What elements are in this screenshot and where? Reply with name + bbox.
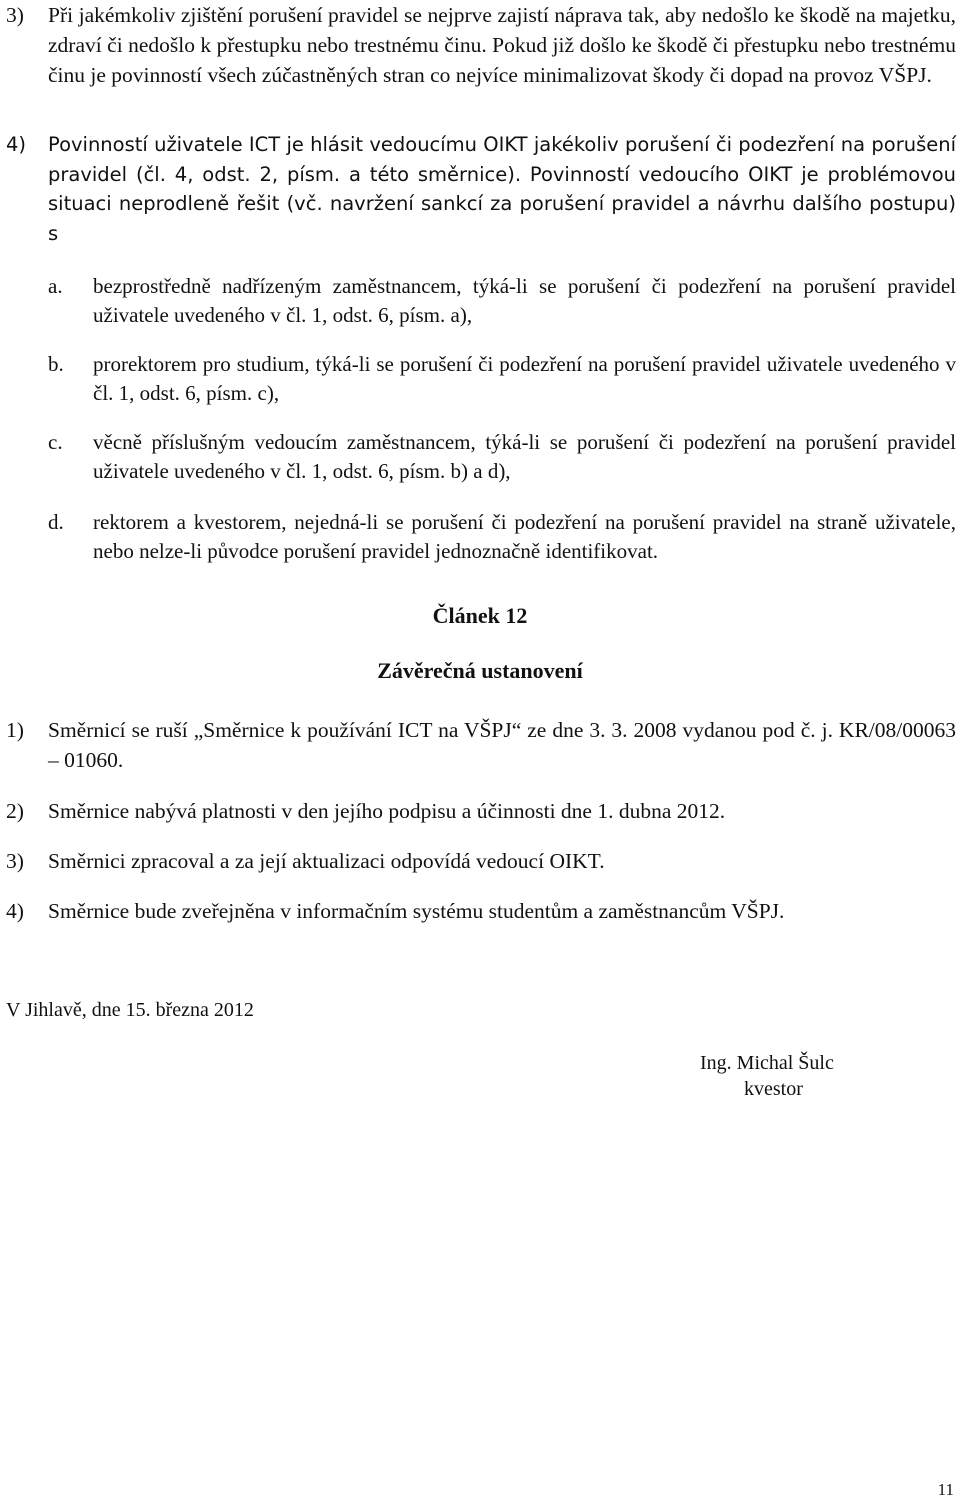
sub-item-a bbox=[48, 272, 956, 330]
item-number: 4) bbox=[6, 899, 24, 923]
final-item-1 bbox=[6, 715, 956, 775]
signatory-name: Ing. Michal Šulc bbox=[700, 1052, 834, 1074]
item-4 bbox=[6, 130, 956, 248]
article-title-heading: Závěrečná ustanovení bbox=[377, 658, 583, 683]
item-text: Směrnici zpracoval a za její aktualizaci odpovídá vedoucí OIKT. bbox=[48, 849, 605, 873]
sub-item-text: věcně příslušným vedoucím zaměstnancem, týká-li se porušení či podezření na porušení pravidel uživatele uvedeného v čl. 1, odst. 6, písm. b) a d), bbox=[93, 430, 956, 483]
item-text: Směrnice nabývá platnosti v den jejího podpisu a účinnosti dne 1. dubna 2012. bbox=[48, 799, 726, 823]
final-item-2 bbox=[6, 796, 956, 826]
final-item-3 bbox=[6, 846, 956, 876]
sub-item-text: rektorem a kvestorem, nejedná-li se porušení či podezření na porušení pravidel na straně uživatele, nebo nelze-li původce porušení pravidel jednoznačně identifikovat. bbox=[93, 510, 956, 563]
sub-item-letter: a. bbox=[48, 274, 63, 298]
item-text: Povinností uživatele ICT je hlásit vedoucímu OIKT jakékoliv porušení či podezření na porušení pravidel (čl. 4, odst. 2, písm. a této směrnice). Povinností vedoucího OIKT je problémovou situaci neprodleně řešit (vč. navržení sankcí za porušení pravidel a návrhu dalšího postupu) s bbox=[48, 133, 956, 245]
signatory-role: kvestor bbox=[744, 1078, 803, 1100]
sub-item-letter: d. bbox=[48, 510, 64, 534]
place-and-date: V Jihlavě, dne 15. března 2012 bbox=[6, 999, 254, 1021]
sub-item-d bbox=[48, 508, 956, 566]
page-number: 11 bbox=[937, 1480, 954, 1499]
sub-item-c bbox=[48, 428, 956, 486]
item-text: Směrnicí se ruší „Směrnice k používání ICT na VŠPJ“ ze dne 3. 3. 2008 vydanou pod č. j. KR/08/00063 – 01060. bbox=[48, 718, 956, 772]
item-number: 3) bbox=[6, 3, 24, 27]
sub-item-letter: c. bbox=[48, 430, 63, 454]
final-item-4 bbox=[6, 896, 956, 926]
item-number: 3) bbox=[6, 849, 24, 873]
sub-item-text: bezprostředně nadřízeným zaměstnancem, týká-li se porušení či podezření na porušení pravidel uživatele uvedeného v čl. 1, odst. 6, písm. a), bbox=[93, 274, 956, 327]
item-number: 1) bbox=[6, 718, 24, 742]
sub-item-text: prorektorem pro studium, týká-li se porušení či podezření na porušení pravidel uživatele uvedeného v čl. 1, odst. 6, písm. c), bbox=[93, 352, 956, 405]
sub-item-b bbox=[48, 350, 956, 408]
item-number: 2) bbox=[6, 799, 24, 823]
sub-item-letter: b. bbox=[48, 352, 64, 376]
item-text: Směrnice bude zveřejněna v informačním systému studentům a zaměstnancům VŠPJ. bbox=[48, 899, 785, 923]
item-3 bbox=[6, 0, 956, 90]
item-text: Při jakémkoliv zjištění porušení pravidel se nejprve zajistí náprava tak, aby nedošlo ke škodě na majetku, zdraví či nedošlo k přestupku nebo trestnému činu. Pokud již došlo ke škodě či přestupku nebo trestnému činu je povinností všech zúčastněných stran co nejvíce minimalizovat škody či dopad na provoz VŠPJ. bbox=[48, 3, 956, 87]
article-number-heading: Článek 12 bbox=[432, 603, 528, 628]
item-number: 4) bbox=[6, 133, 27, 156]
